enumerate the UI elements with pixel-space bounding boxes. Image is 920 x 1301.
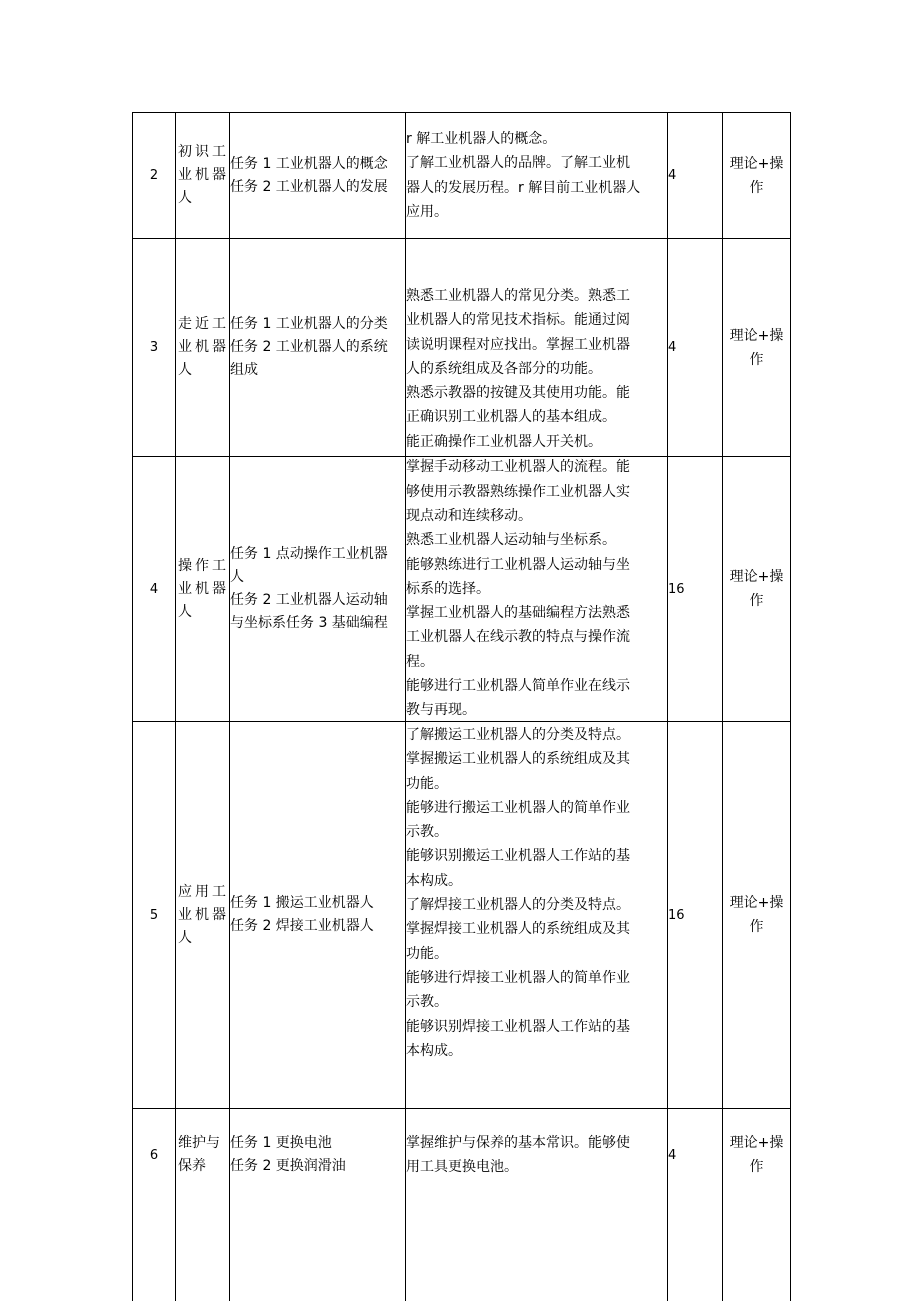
hours: 16 [668, 581, 685, 597]
tasks-cell [230, 722, 405, 1108]
teaching-method [723, 457, 790, 721]
goals-cell [406, 113, 666, 238]
goal-line: 教与再现。 [406, 702, 476, 719]
teaching-method [723, 722, 790, 1108]
goal-line: 程。 [406, 653, 434, 670]
module-name: 操作工业机器人 [178, 557, 229, 620]
teaching-method [723, 113, 790, 238]
task-line: 人 [230, 569, 244, 585]
row-number: 3 [149, 340, 159, 355]
goal-line: 能正确操作工业机器人开关机。 [406, 433, 602, 450]
goal-line: 工业机器人在线示教的特点与操作流 [406, 629, 630, 646]
tasks-cell [230, 239, 405, 456]
goal-line: 本构成。 [406, 872, 462, 889]
goal-line: 能够进行搬运工业机器人的简单作业 [406, 799, 630, 816]
task-line: 任务 1 搬运工业机器人 [230, 895, 374, 911]
method-line: 理论+操 [729, 155, 784, 172]
goal-line: 熟悉工业机器人运动轴与坐标系。 [406, 532, 616, 549]
task-line: 与坐标系任务 3 基础编程 [230, 615, 388, 631]
goal-line: 了解工业机器人的品牌。了解工业机 [406, 155, 630, 172]
method-line: 作 [749, 351, 764, 368]
method-line: 理论+操 [729, 569, 784, 585]
task-line: 任务 2 工业机器人运动轴 [230, 592, 388, 608]
column-divider [790, 112, 791, 1301]
goal-line: 人的系统组成及各部分的功能。 [406, 360, 602, 377]
row-number: 5 [149, 907, 159, 923]
goal-line: 现点动和连续移动。 [406, 507, 532, 524]
goal-line: r 解工业机器人的概念。 [406, 130, 557, 147]
row-number: 6 [149, 1147, 159, 1163]
task-line: 组成 [230, 362, 258, 378]
goal-line: 掌握工业机器人的基础编程方法熟悉 [406, 605, 630, 622]
goal-line: 熟悉示教器的按键及其使用功能。能 [406, 385, 630, 402]
goals-cell [406, 1109, 666, 1201]
goal-line: 了解搬运工业机器人的分类及特点。 [406, 727, 630, 743]
goal-line: 用工具更换电池。 [406, 1159, 518, 1175]
goal-line: 本构成。 [406, 1042, 462, 1059]
module-name: 维护与保养 [178, 1135, 220, 1174]
teaching-method [723, 1109, 790, 1201]
method-line: 作 [749, 1159, 764, 1175]
goal-line: 能够进行工业机器人简单作业在线示 [406, 678, 630, 695]
goal-line: 业机器人的常见技术指标。能通过阅 [406, 312, 630, 329]
goal-line: 掌握维护与保养的基本常识。能够使 [406, 1134, 630, 1151]
row-number: 2 [149, 168, 159, 183]
task-line: 任务 2 工业机器人的发展 [230, 178, 388, 195]
goals-cell [406, 239, 666, 456]
goal-line: 示教。 [406, 994, 448, 1011]
goal-line: 能够熟练进行工业机器人运动轴与坐 [406, 556, 630, 573]
goals-cell [406, 457, 666, 721]
task-line: 任务 1 工业机器人的分类 [230, 316, 388, 332]
method-line: 理论+操 [729, 895, 784, 911]
tasks-cell [230, 1109, 405, 1201]
method-line: 理论+操 [729, 327, 784, 344]
goal-line: 能够进行焊接工业机器人的简单作业 [406, 969, 630, 986]
goal-line: 掌握手动移动工业机器人的流程。能 [406, 459, 630, 476]
task-line: 任务 2 工业机器人的系统 [230, 339, 388, 355]
goal-line: 功能。 [406, 775, 448, 792]
task-line: 任务 2 更换润滑油 [230, 1158, 346, 1174]
goal-line: 够使用示教器熟练操作工业机器人实 [406, 483, 630, 500]
row-number: 4 [149, 581, 159, 597]
goal-line: 示教。 [406, 824, 448, 841]
tasks-cell [230, 113, 405, 238]
goal-line: 掌握搬运工业机器人的系统组成及其 [406, 751, 630, 768]
tasks-cell [230, 457, 405, 721]
method-line: 作 [749, 919, 764, 935]
task-line: 任务 2 焊接工业机器人 [230, 918, 374, 934]
module-name: 走近工业机器人 [178, 316, 229, 378]
goal-line: 正确识别工业机器人的基本组成。 [406, 409, 616, 426]
goal-line: 能够识别搬运工业机器人工作站的基 [406, 848, 630, 865]
method-line: 作 [749, 593, 764, 609]
goal-line: 应用。 [406, 203, 448, 220]
goals-cell [406, 722, 666, 1108]
hours: 4 [668, 168, 677, 183]
goal-line: 能够识别焊接工业机器人工作站的基 [406, 1018, 630, 1035]
module-name: 初识工业机器人 [178, 144, 229, 206]
goal-line: 了解焊接工业机器人的分类及特点。 [406, 897, 630, 914]
goal-line: 标系的选择。 [406, 580, 490, 597]
goal-line: 掌握焊接工业机器人的系统组成及其 [406, 921, 630, 938]
hours: 4 [668, 1147, 677, 1163]
goal-line: 熟悉工业机器人的常见分类。熟悉工 [406, 287, 630, 304]
hours: 4 [668, 340, 677, 355]
task-line: 任务 1 更换电池 [230, 1135, 332, 1151]
task-line: 任务 1 点动操作工业机器 [230, 546, 388, 562]
method-line: 理论+操 [729, 1135, 784, 1151]
goal-line: 读说明课程对应找出。掌握工业机器 [406, 336, 630, 353]
goal-line: 器人的发展历程。r 解目前工业机器人 [406, 179, 641, 196]
module-name: 应用工业机器人 [178, 883, 229, 946]
task-line: 任务 1 工业机器人的概念 [230, 155, 388, 172]
goal-line: 功能。 [406, 945, 448, 962]
hours: 16 [668, 907, 685, 923]
teaching-method [723, 239, 790, 456]
method-line: 作 [749, 179, 764, 196]
